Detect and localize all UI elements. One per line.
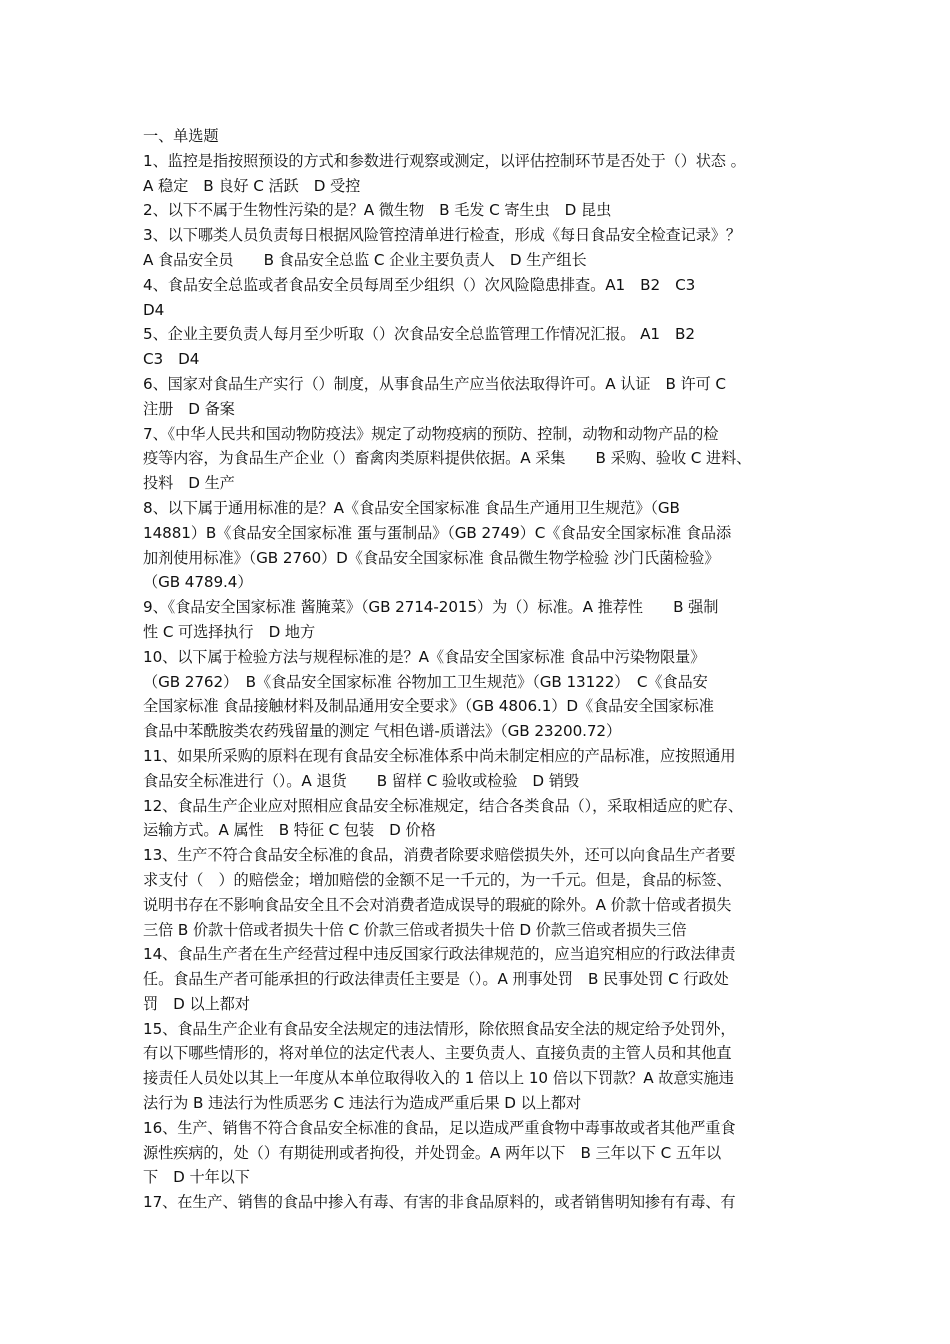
text-line: 法行为 B 违法行为性质恶劣 C 违法行为造成严重后果 D 以上都对 <box>143 1094 581 1113</box>
text-line: 12、食品生产企业应对照相应食品安全标准规定，结合各类食品（），采取相适应的贮存、 <box>143 796 743 815</box>
text-line: 有以下哪些情形的，将对单位的法定代表人、主要负责人、直接负责的主管人员和其他直 <box>143 1044 732 1063</box>
text-line: 全国家标准 食品接触材料及制品通用安全要求》（GB 4806.1）D《食品安全国家标准 <box>143 697 714 716</box>
text-line: 8、以下属于通用标准的是？A《食品安全国家标准 食品生产通用卫生规范》（GB <box>143 498 680 517</box>
text-line: 15、食品生产企业有食品安全法规定的违法情形，除依照食品安全法的规定给予处罚外， <box>143 1019 736 1038</box>
text-line: 7、《中华人民共和国动物防疫法》规定了动物疫病的预防、控制，动物和动物产品的检 <box>143 424 719 443</box>
text-line: 加剂使用标准》（GB 2760）D《食品安全国家标准 食品微生物学检验 沙门氏菌检验》 <box>143 548 720 567</box>
text-line: （GB 4789.4） <box>143 573 253 592</box>
text-line: 3、以下哪类人员负责每日根据风险管控清单进行检查，形成《每日食品安全检查记录》？ <box>143 226 741 245</box>
section-heading: 一、单选题 <box>143 127 219 145</box>
text-line: 投料 D 生产 <box>143 474 235 493</box>
text-line: 4、食品安全总监或者食品安全员每周至少组织（）次风险隐患排查。A1 B2 C3 <box>143 275 696 294</box>
text-line: 1、监控是指按照预设的方式和参数进行观察或测定，以评估控制环节是否处于（）状态 。 <box>143 151 746 170</box>
text-line: （GB 2762） B《食品安全国家标准 谷物加工卫生规范》（GB 13122） C《食品安 <box>143 672 708 691</box>
text-line: 疫等内容，为食品生产企业（）畜禽肉类原料提供依据。A 采集 B 采购、验收 C 进料、 <box>143 449 752 468</box>
text-line: 接责任人员处以其上一年度从本单位取得收入的 1 倍以上 10 倍以下罚款？A 故意实施违 <box>143 1069 734 1088</box>
text-line: 性 C 可选择执行 D 地方 <box>143 622 316 641</box>
text-line: A 稳定 B 良好 C 活跃 D 受控 <box>143 176 361 195</box>
text-line: 9、《食品安全国家标准 酱腌菜》（GB 2714-2015）为（）标准。A 推荐性 B 强制 <box>143 598 719 617</box>
text-line: 罚 D 以上都对 <box>143 994 250 1013</box>
text-line: 源性疾病的，处（）有期徒刑或者拘役，并处罚金。A 两年以下 B 三年以下 C 五年以 <box>143 1143 722 1162</box>
text-line: 13、生产不符合食品安全标准的食品，消费者除要求赔偿损失外，还可以向食品生产者要 <box>143 846 736 865</box>
text-line: 6、国家对食品生产实行（）制度，从事食品生产应当依法取得许可。A 认证 B 许可 C <box>143 374 726 393</box>
text-line: 16、生产、销售不符合食品安全标准的食品，足以造成严重食物中毒事故或者其他严重食 <box>143 1118 736 1137</box>
text-line: 下 D 十年以下 <box>143 1168 250 1187</box>
text-line: 食品安全标准进行（）。A 退货 B 留样 C 验收或检验 D 销毁 <box>143 771 579 790</box>
text-line: 10、以下属于检验方法与规程标准的是？A《食品安全国家标准 食品中污染物限量》 <box>143 647 706 666</box>
text-line: 2、以下不属于生物性污染的是？A 微生物 B 毛发 C 寄生虫 D 昆虫 <box>143 201 612 220</box>
text-line: 14、食品生产者在生产经营过程中违反国家行政法律规范的，应当追究相应的行政法律责 <box>143 945 736 964</box>
text-line: 11、如果所采购的原料在现有食品安全标准体系中尚未制定相应的产品标准，应按照通用 <box>143 746 736 765</box>
text-line: A 食品安全员 B 食品安全总监 C 企业主要负责人 D 生产组长 <box>143 250 587 269</box>
text-line: 注册 D 备案 <box>143 399 235 418</box>
document-page <box>143 124 821 1215</box>
text-line: 三倍 B 价款十倍或者损失十倍 C 价款三倍或者损失十倍 D 价款三倍或者损失三倍 <box>143 920 687 939</box>
text-line: D4 <box>143 300 165 319</box>
text-line: 任。食品生产者可能承担的行政法律责任主要是（）。A 刑事处罚 B 民事处罚 C 行政处 <box>143 970 729 989</box>
text-line: 食品中苯酰胺类农药残留量的测定 气相色谱-质谱法》（GB 23200.72） <box>143 722 622 741</box>
text-line: 17、在生产、销售的食品中掺入有毒、有害的非食品原料的，或者销售明知掺有有毒、有 <box>143 1193 736 1212</box>
text-line: 5、企业主要负责人每月至少听取（）次食品安全总监管理工作情况汇报。 A1 B2 <box>143 325 695 344</box>
text-line: 14881）B《食品安全国家标准 蛋与蛋制品》（GB 2749）C《食品安全国家标准 食品添 <box>143 523 732 542</box>
text-line: 求支付（ ）的赔偿金；增加赔偿的金额不足一千元的，为一千元。但是，食品的标签、 <box>143 870 732 889</box>
text-line: 运输方式。A 属性 B 特征 C 包装 D 价格 <box>143 821 436 840</box>
text-line: C3 D4 <box>143 350 200 369</box>
text-line: 说明书存在不影响食品安全且不会对消费者造成误导的瑕疵的除外。A 价款十倍或者损失 <box>143 895 732 914</box>
